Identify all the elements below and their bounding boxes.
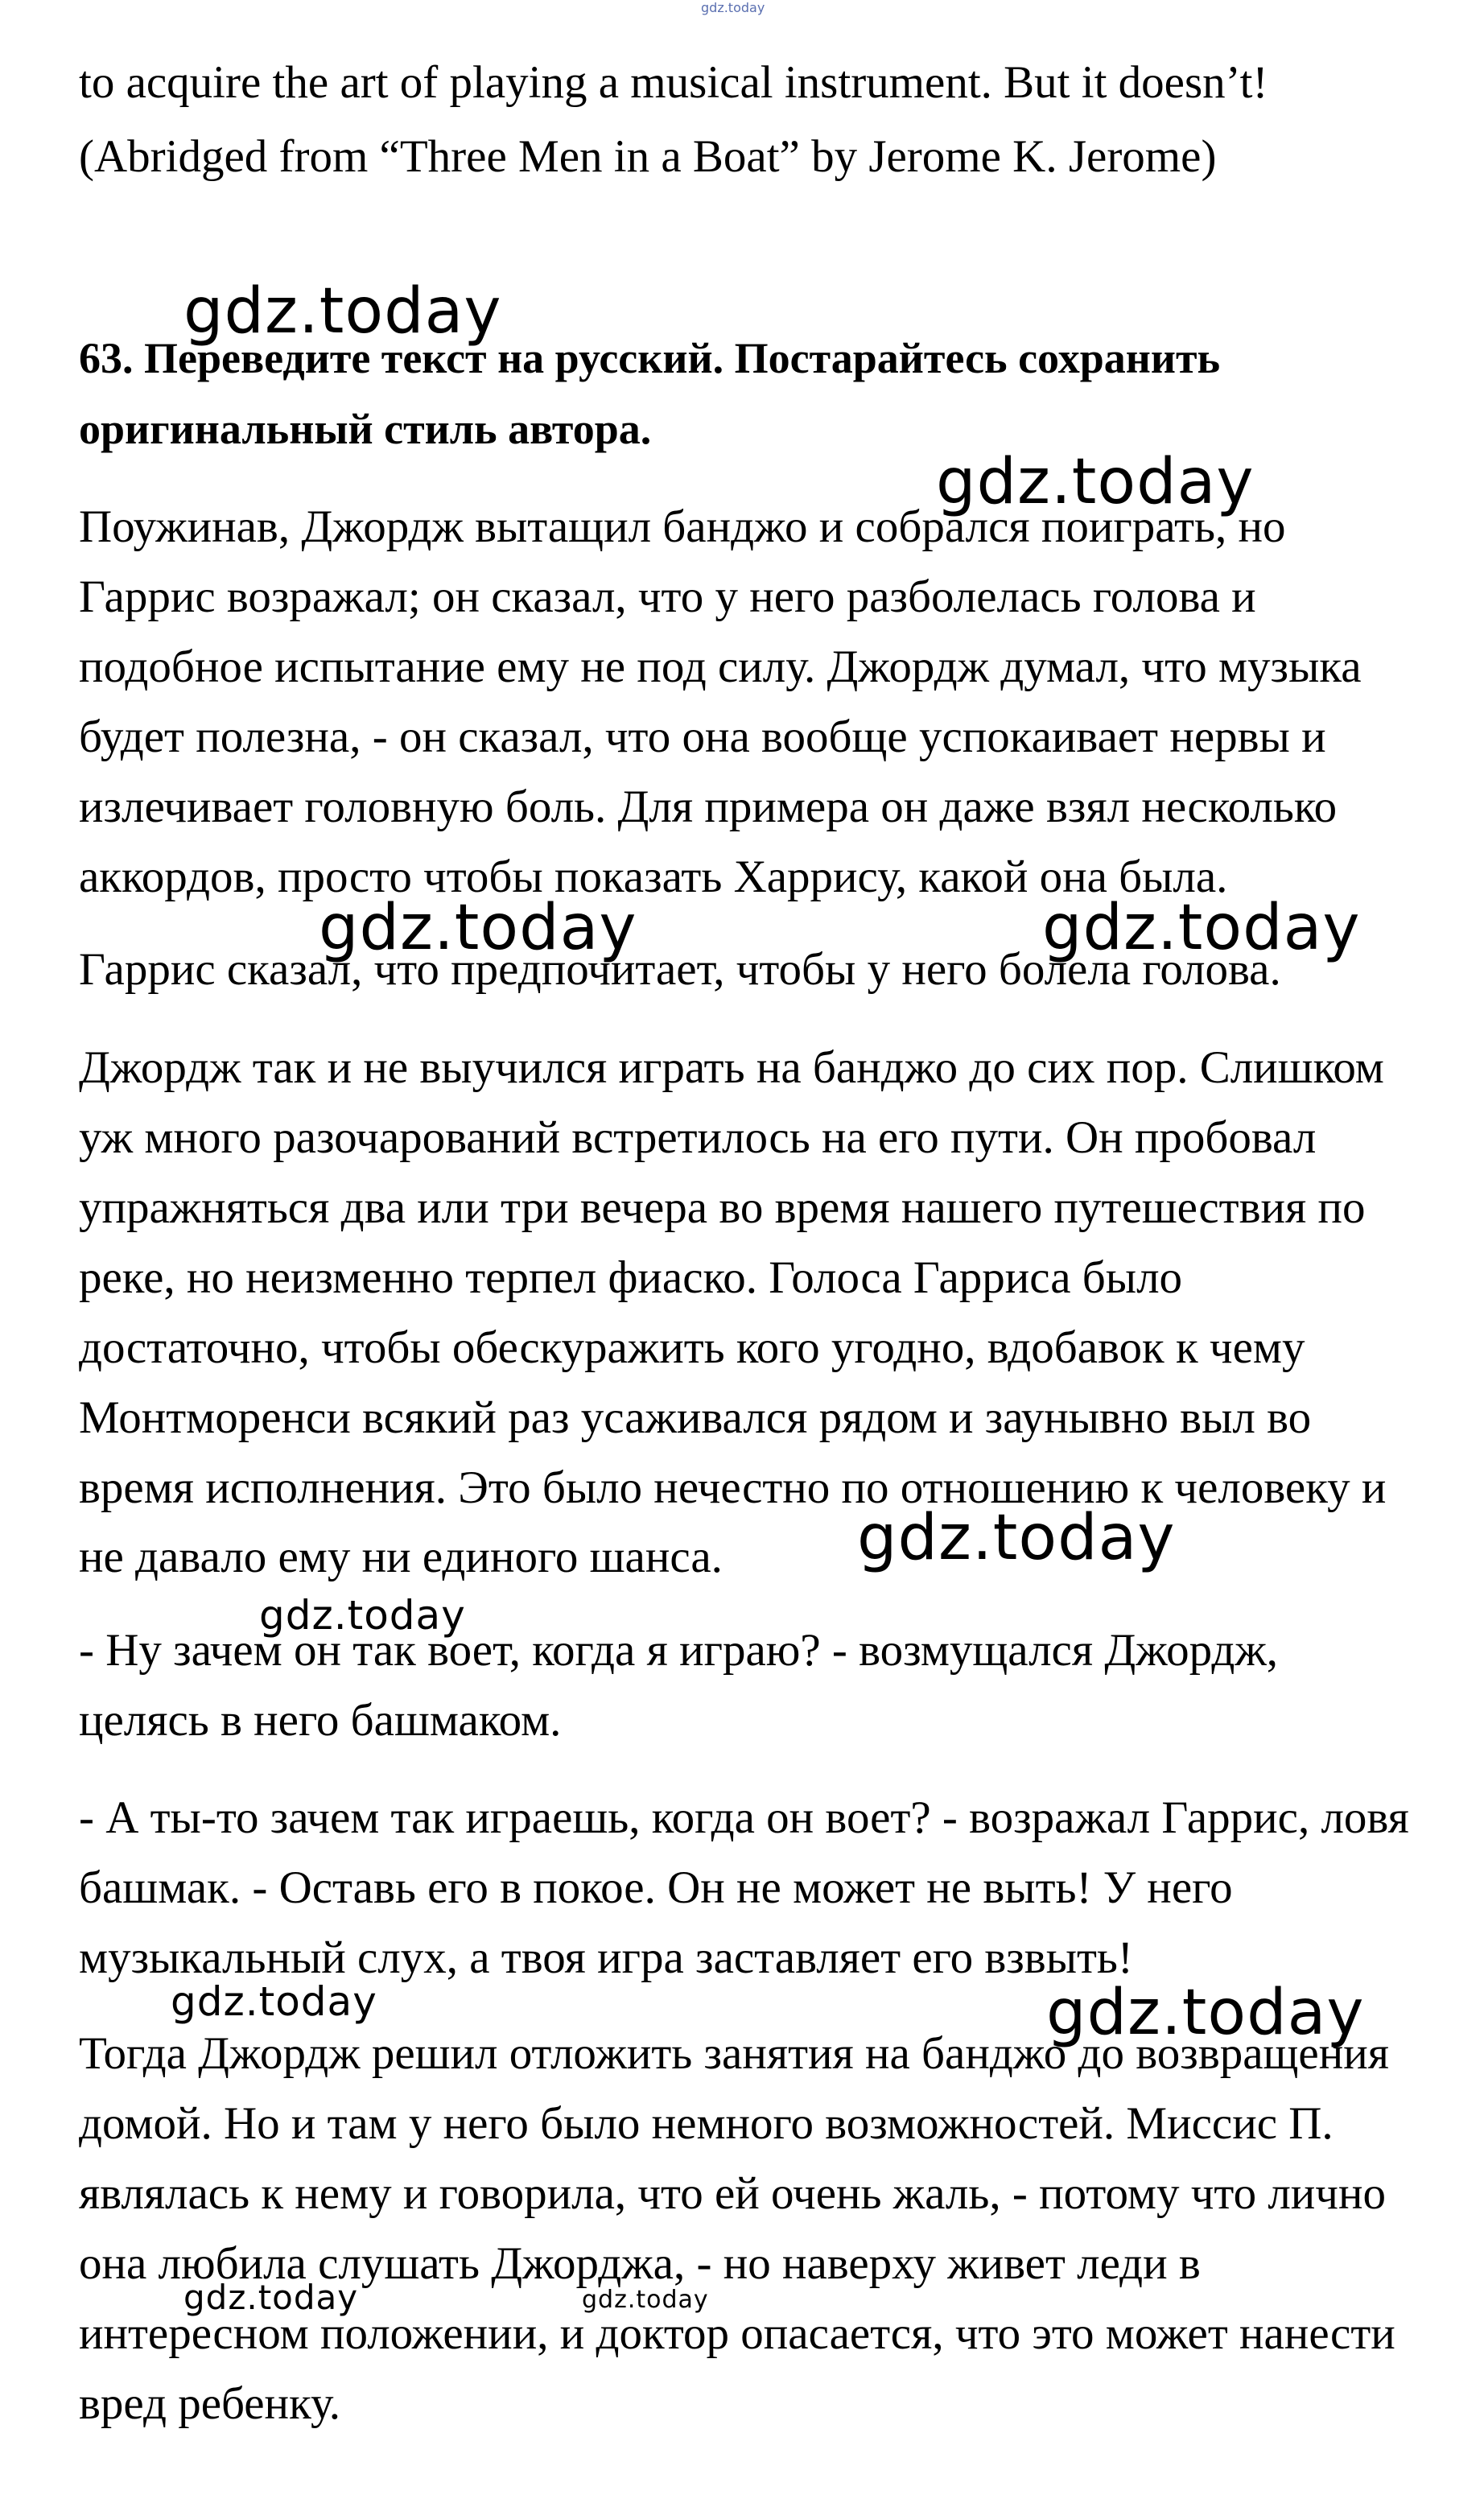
- translation-line: Тогда Джордж решил отложить занятия на банджо до возвращения: [79, 2028, 1389, 2079]
- watermark: gdz.today: [319, 892, 637, 964]
- translation-line: Поужинав, Джордж вытащил банджо и собрался поиграть, но: [79, 501, 1286, 552]
- watermark: gdz.today: [183, 2278, 359, 2317]
- translation-line: Гаррис сказал, что предпочитает, чтобы у него болела голова.: [79, 944, 1281, 995]
- translation-line: - Ну зачем он так воет, когда я играю? - возмущался Джордж,: [79, 1625, 1279, 1676]
- exercise-heading: 63. Переведите текст на русский. Постарайтесь сохранить: [79, 334, 1221, 382]
- watermark: gdz.today: [582, 2286, 709, 2314]
- watermark: gdz.today: [171, 1978, 377, 2025]
- translation-line: музыкальный слух, а твоя игра заставляет его взвыть!: [79, 1932, 1133, 1983]
- translation-line: время исполнения. Это было нечестно по отношению к человеку и: [79, 1462, 1387, 1513]
- exercise-heading: оригинальный стиль автора.: [79, 405, 652, 453]
- english-text-line: to acquire the art of playing a musical instrument. But it doesn’t!: [79, 57, 1268, 108]
- translation-line: целясь в него башмаком.: [79, 1695, 562, 1746]
- translation-line: будет полезна, - он сказал, что она вообще успокаивает нервы и: [79, 711, 1326, 762]
- translation-line: Монтморенси всякий раз усаживался рядом и заунывно выл во: [79, 1392, 1312, 1443]
- translation-line: упражняться два или три вечера во время нашего путешествия по: [79, 1182, 1366, 1233]
- translation-line: - А ты-то зачем так играешь, когда он воет? - возражал Гаррис, ловя: [79, 1792, 1409, 1843]
- watermark-top: gdz.today: [701, 0, 765, 15]
- translation-line: достаточно, чтобы обескуражить кого угодно, вдобавок к чему: [79, 1322, 1305, 1373]
- translation-line: подобное испытание ему не под силу. Джордж думал, что музыка: [79, 641, 1362, 692]
- translation-line: Гаррис возражал; он сказал, что у него разболелась голова и: [79, 571, 1256, 622]
- translation-line: являлась к нему и говорила, что ей очень жаль, - потому что лично: [79, 2168, 1386, 2219]
- translation-line: уж много разочарований встретилось на его пути. Он пробовал: [79, 1112, 1317, 1163]
- watermark: gdz.today: [1042, 892, 1361, 964]
- translation-line: аккордов, просто чтобы показать Харрису, какой она была.: [79, 852, 1228, 902]
- translation-line: Джордж так и не выучился играть на банджо до сих пор. Слишком: [79, 1042, 1384, 1093]
- watermark: gdz.today: [1046, 1977, 1365, 2049]
- watermark: gdz.today: [183, 275, 502, 348]
- english-source-line: (Abridged from “Three Men in a Boat” by Jerome K. Jerome): [79, 131, 1217, 182]
- translation-line: вред ребенку.: [79, 2378, 340, 2429]
- translation-line: она любила слушать Джорджа, - но наверху живет леди в: [79, 2238, 1201, 2289]
- translation-line: излечивает головную боль. Для примера он даже взял несколько: [79, 781, 1338, 832]
- translation-line: башмак. - Оставь его в покое. Он не может не выть! У него: [79, 1862, 1233, 1913]
- translation-line: не давало ему ни единого шанса.: [79, 1532, 723, 1582]
- watermark: gdz.today: [857, 1502, 1176, 1574]
- watermark: gdz.today: [936, 446, 1255, 518]
- translation-line: домой. Но и там у него было немного возможностей. Миссис П.: [79, 2098, 1334, 2149]
- translation-line: интересном положении, и доктор опасается, что это может нанести: [79, 2308, 1395, 2359]
- translation-line: реке, но неизменно терпел фиаско. Голоса Гарриса было: [79, 1252, 1183, 1303]
- watermark: gdz.today: [259, 1592, 466, 1639]
